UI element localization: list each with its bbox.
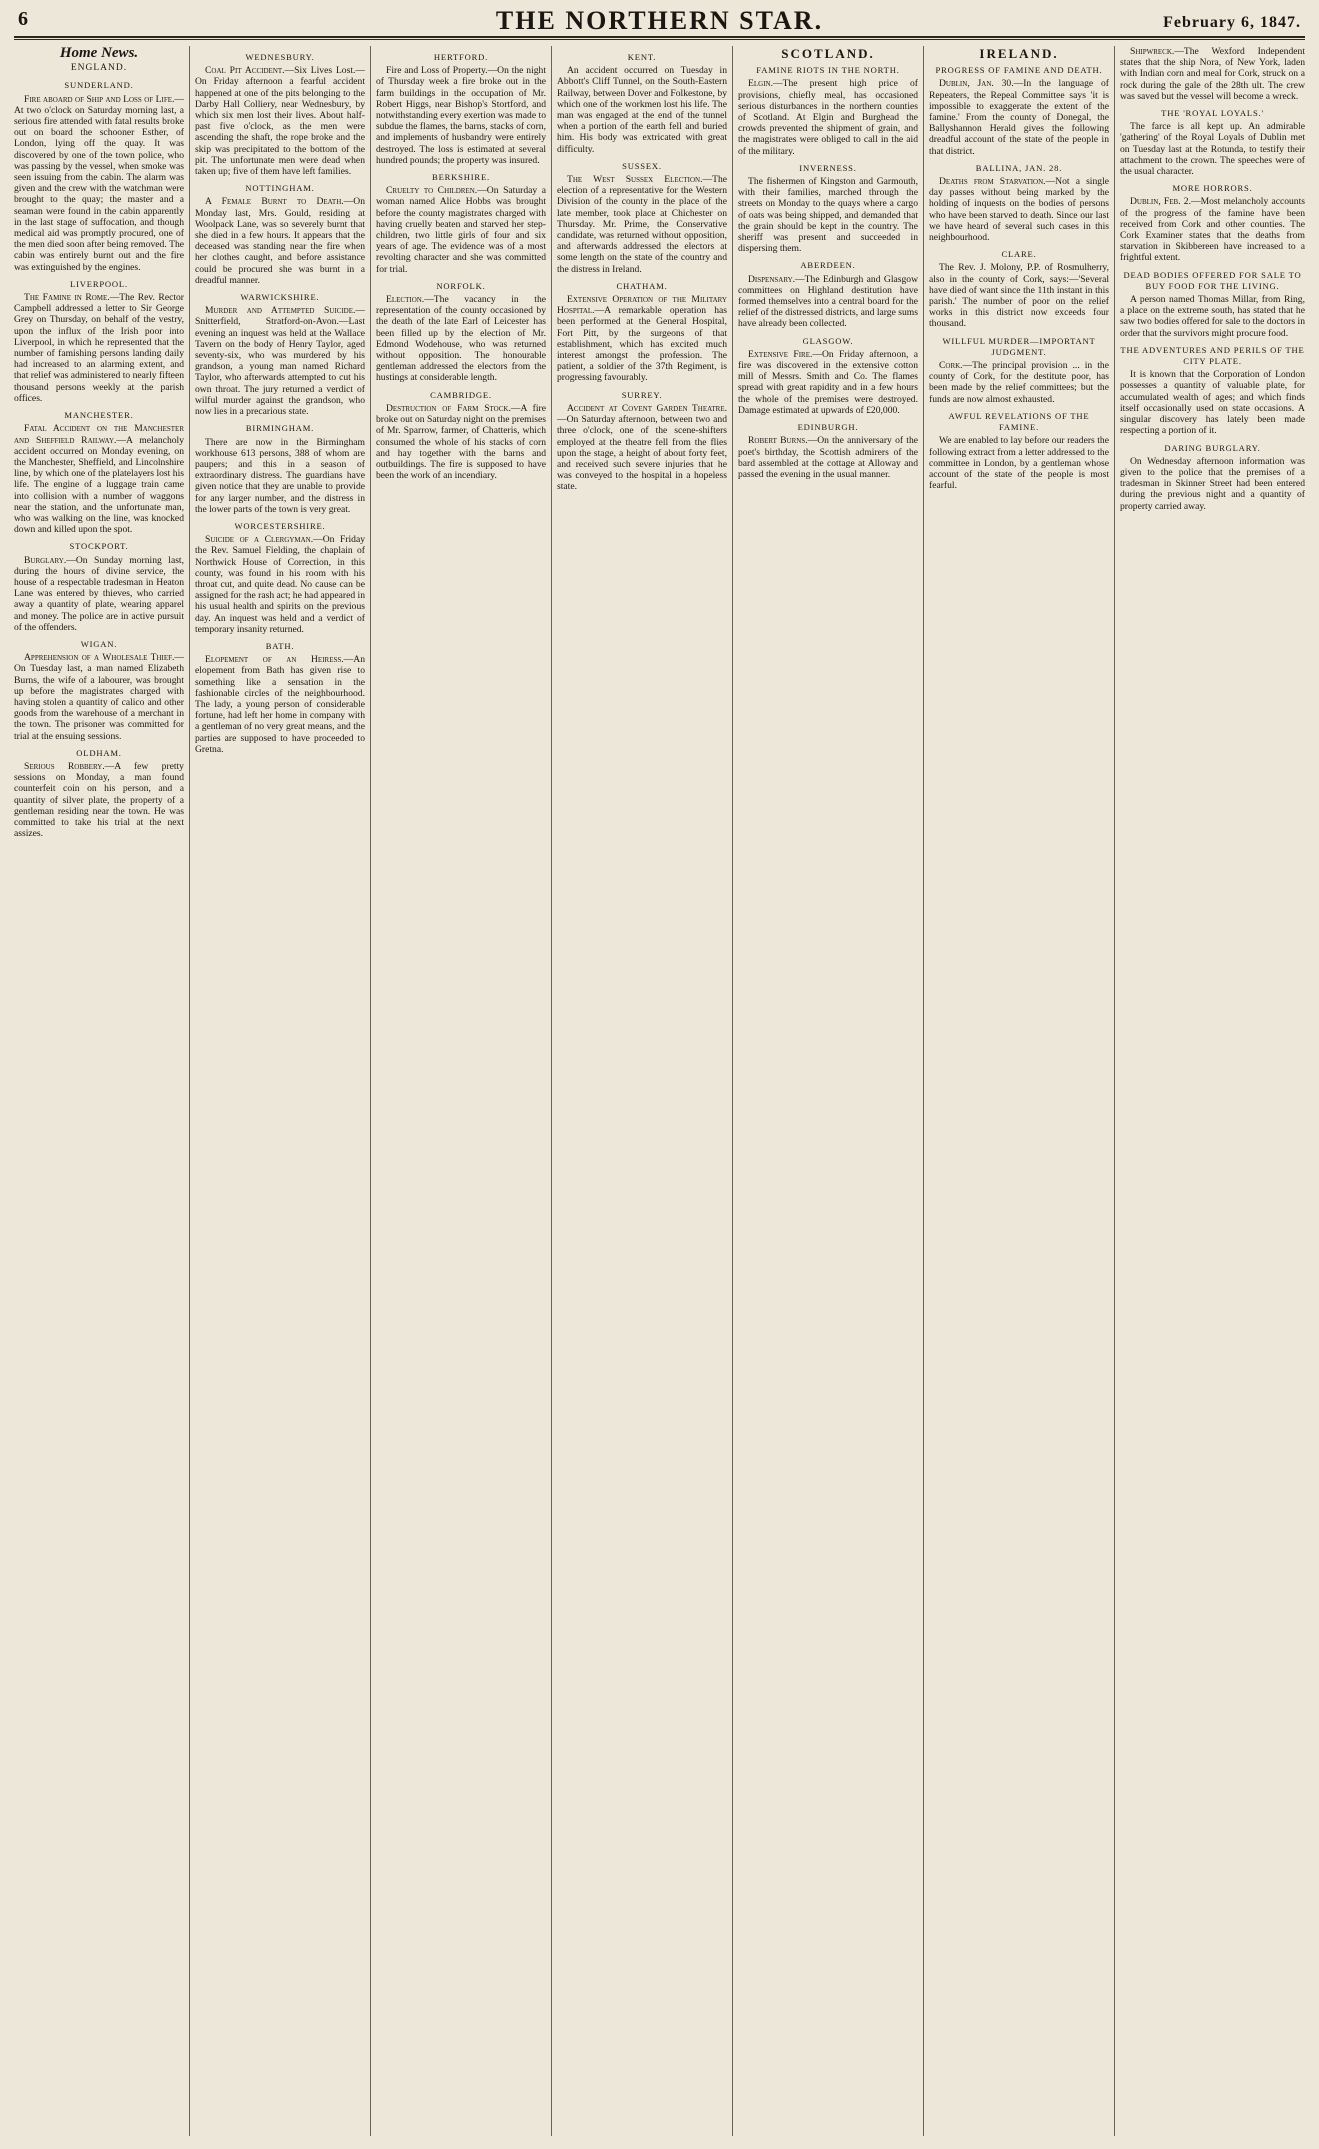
article-text: A few pretty sessions on Monday, a man found counterfeit coin on his person, and a quantity of silver plate, the property of a gentleman residing near the town. He was committed to take his trial at the next assizes.: [14, 760, 184, 840]
section-title-scotland: SCOTLAND.: [781, 46, 875, 61]
article-heading: WARWICKSHIRE.: [240, 292, 320, 303]
article-lead: Apprehension of a Wholesale Thief.—: [24, 652, 184, 664]
article-heading: INVERNESS.: [799, 162, 857, 173]
article-body: [738, 349, 918, 416]
article-text: An elopement from Bath has given rise to something like a sensation in the fashionable circles of the neighbourhood. The lady, a young person of considerable fortune, had left her home in company with a gentleman of no very great means, and the parties are supposed to have proceeded to Gretna.: [195, 654, 365, 755]
paper-title: THE NORTHERN STAR.: [495, 6, 824, 35]
article-text: Snitterfield, Stratford-on-Avon.—Last evening an inquest was held at the Wallace Tavern on the body of Henry Taylor, aged seventy-six, who was murdered by his grandson, a young man named Richard Taylor, who afterwards attempted to cut his own throat. The jury returned a verdict of wilful murder against the grandson, who now lies in a precarious state.: [195, 316, 365, 418]
article-heading: BALLINA, JAN. 28.: [975, 162, 1063, 173]
article-body: [195, 534, 365, 635]
article-heading: SUSSEX.: [622, 160, 662, 171]
article-lead: Burglary.—: [24, 554, 76, 566]
article-lead: Elgin.—: [748, 78, 783, 90]
article-lead: Dispensary.—: [748, 273, 805, 285]
article-text: The vacancy in the representation of the county occasioned by the death of the late Earl of Leicester has been filled up by the election of Mr. Edmond Wodehouse, who was returned without opposition. The honourable gentleman addressed the electors from the hustings at considerable length.: [376, 294, 546, 384]
column-1: [14, 46, 184, 2136]
article-text: On Saturday a woman named Alice Hobbs was brought before the county magistrates charged with having cruelly beaten and starved her step-children, two little girls of four and six years of age. The evidence was of a most revolting character and she was committed for trial.: [376, 185, 546, 275]
article-lead: Extensive Fire.—: [748, 348, 822, 360]
article-text: The farce is all kept up. An admirable 'gathering' of the Royal Loyals of Dublin met on Tuesday last at the Rotunda, to testify their attachment to the crown. The speeches were of the usual character.: [1120, 121, 1305, 178]
article-text: The present high price of provisions, chiefly meal, has occasioned serious disturbances in the northern counties of Scotland. At Elgin and Burghead the crowds prevented the shipment of grain, and the magistrates were obliged to call in the aid of the military.: [738, 78, 918, 157]
article-text: The Wexford Independent states that the ship Nora, of New York, laden with Indian corn and meal for Cork, struck on a rock during the gale of the 28th ult. The crew was saved but the vessel will become a wreck.: [1120, 46, 1305, 102]
article-heading: OLDHAM.: [76, 747, 122, 758]
column-3: [376, 46, 546, 2136]
article-body: [195, 65, 365, 177]
article-text: The Rev. J. Molony, P.P. of Rosmulherry, also in the county of Cork, says:—'Several have died of want since the 11th instant in this parish.' The number of poor on the relief works in this district now exceeds four thousand.: [929, 262, 1109, 330]
article-heading: ABERDEEN.: [800, 260, 856, 271]
article-heading: BATH.: [265, 640, 295, 651]
article-body: [14, 423, 184, 535]
article-body: [557, 403, 727, 493]
article-text: The fishermen of Kingston and Garmouth, with their families, marched through the streets on Monday to the quays where a cargo of oats was being shipped, and demanded that the grain should be kept in the country. The sheriff was present and succeeded in dispersing them.: [738, 176, 918, 255]
article-body: [195, 437, 365, 515]
article-lead: Deaths from Starvation.—: [939, 176, 1056, 188]
article-text: On Friday afternoon, a fire was discovered in the extensive cotton mill of Messrs. Smith and Co. The flames spread with great rapidity and in a few hours the whole of the premises were destroyed. Damage estimated at upwards of £20,000.: [738, 348, 918, 416]
article-text: On Wednesday afternoon information was given to the police that the premises of a tradesman in Skinner Street had been entered during the previous night and a quantity of property carried away.: [1120, 455, 1305, 512]
article-heading: WILLFUL MURDER—IMPORTANT JUDGMENT.: [942, 335, 1096, 357]
column-rule: [732, 46, 733, 2136]
article-body: [738, 78, 918, 156]
article-heading: CHATHAM.: [616, 280, 668, 291]
article-heading: WIGAN.: [80, 638, 118, 649]
article-lead: Dublin, Jan. 30.—: [939, 78, 1024, 90]
column-1-articles: [14, 80, 184, 839]
article-body: [929, 176, 1109, 243]
article-body: [929, 435, 1109, 491]
article-lead: Election.—: [386, 294, 434, 306]
article-lead: Suicide of a Clergyman.—: [205, 534, 323, 546]
article-heading: LIVERPOOL.: [70, 278, 128, 289]
article-body: [1120, 369, 1305, 436]
article-heading: SUNDERLAND.: [64, 80, 134, 91]
page-number: 6: [18, 8, 28, 30]
article-body: [557, 65, 727, 155]
article-text: The principal provision ... in the county of Cork, for the destitute poor, has been made by the relief committees; but the funds are now almost exhausted.: [929, 360, 1109, 405]
article-body: [1120, 294, 1305, 339]
column-rule: [923, 46, 924, 2136]
article-text: At two o'clock on Saturday morning last, a serious fire attended with fatal results broke out on board the schooner Esther, of London, lying off the quay. It was discovered by one of the town police, who was passing by the vessel, when smoke was seen issuing from the cabin. The alarm was given and the crew with the watchman were brought to the quay; the master and a seaman were found in the cabin apparently in the last stage of suffocation, and though medical aid was promptly procured, one of the men died soon after being removed. The cabin was entirely burnt out and the fire was extinguished by the engines.: [14, 104, 184, 273]
region-heading: ENGLAND.: [70, 63, 128, 74]
article-heading: WORCESTERSHIRE.: [234, 520, 326, 531]
article-body: [14, 555, 184, 633]
article-lead: Robert Burns.—: [748, 435, 818, 447]
article-heading: FAMINE RIOTS IN THE NORTH.: [756, 65, 900, 76]
article-heading: EDINBURGH.: [797, 422, 859, 433]
article-text: An accident occurred on Tuesday in Abbott's Cliff Tunnel, on the South-Eastern Railway, between Dover and Folkestone, by which one of the workmen lost his life. The man was engaged at the end of the tunnel when a portion of the earth fell and buried him. His body was extricated with great difficulty.: [557, 65, 727, 155]
article-text: Six Lives Lost.—On Friday afternoon a fearful accident happened at one of the pits belonging to the Darby Hall Colliery, near Wednesbury, by which six men lost their lives. About half-past five o'clock, as the men were ascending the shaft, the rope broke and the skip was precipitated to the bottom of the pit. The unfortunate men were dead when taken up; five of them have left families.: [195, 65, 365, 178]
article-text: On Friday the Rev. Samuel Fielding, the chaplain of Northwick House of Correction, in this county, was found in his room with his throat cut, and quite dead. No cause can be assigned for the rash act; he had appeared in his usual health and spirits on the previous day. An inquest was held and a verdict of temporary insanity returned.: [195, 534, 365, 635]
article-text: The Edinburgh and Glasgow committees on Highland destitution have formed themselves into a central board for the relief of the distressed districts, and large sums have already been collected.: [738, 273, 918, 330]
article-text: A fire broke out on Saturday night on the premises of Mr. Sparrow, farmer, of Chatteris, which consumed the whole of his stacks of corn and hay together with the barns and outbuildings. The fire is supposed to have been the work of an incendiary.: [376, 402, 546, 482]
column-rule: [1114, 46, 1115, 2136]
column-5-articles: [738, 65, 918, 480]
column-7: [1120, 46, 1305, 2136]
article-heading: DEAD BODIES OFFERED FOR SALE TO BUY FOOD FOR THE LIVING.: [1123, 269, 1302, 291]
article-body: [195, 305, 365, 417]
article-lead: Destruction of Farm Stock.—: [386, 402, 521, 414]
article-heading: WEDNESBURY.: [245, 52, 315, 62]
article-heading: STOCKPORT.: [69, 541, 129, 552]
article-body: [929, 78, 1109, 156]
article-heading: MANCHESTER.: [64, 410, 134, 421]
article-text: A remarkable operation has been performed at the General Hospital, Fort Pitt, by the surgeons of that establishment, which has excited much interest amongst the profession. The patient, a soldier of the 37th Regiment, is progressing favourably.: [557, 305, 727, 384]
article-lead: The Famine in Rome.—: [24, 292, 120, 304]
article-body: [376, 185, 546, 275]
article-text: On Saturday afternoon, between two and three o'clock, one of the scene-shifters employed at the theatre fell from the flies upon the stage, a height of about forty feet, and received such severe injuries that he was conveyed to the hospital in a hopeless state.: [557, 414, 727, 493]
column-3-articles: [376, 52, 546, 481]
article-body: [1120, 121, 1305, 177]
article-text: The election of a representative for the Western Division of the county in the place of the late member, took place at Chichester on Thursday. Mr. Prime, the Conservative candidate, was returned without opposition, and afterwards addressed the electors at some length on the state of the country and the distress in Ireland.: [557, 174, 727, 275]
section-title-ireland: IRELAND.: [979, 46, 1059, 61]
article-lead: Elopement of an Heiress.—: [205, 654, 354, 666]
article-body: [376, 294, 546, 384]
article-text: The Rev. Rector Campbell addressed a letter to Sir George Grey on Thursday, on behalf of the vestry, upon the influx of the Irish poor into Liverpool, in which he represented that the number of famishing persons landing daily had increased to an alarming extent, and that relief was administered to nearly fifteen thousand persons weekly at the parish offices.: [14, 292, 184, 404]
issue-date: February 6, 1847.: [1163, 14, 1301, 31]
article-heading: NOTTINGHAM.: [245, 183, 315, 194]
article-lead: Dublin, Feb. 2.—: [1130, 196, 1201, 208]
column-4-articles: [557, 52, 727, 493]
article-heading: THE ADVENTURES AND PERILS OF THE CITY PLATE.: [1120, 344, 1305, 367]
article-body: [738, 435, 918, 480]
article-body: [376, 65, 546, 166]
article-heading: PROGRESS OF FAMINE AND DEATH.: [935, 65, 1103, 76]
article-body: [929, 262, 1109, 329]
article-heading: CLARE.: [1001, 249, 1037, 260]
article-heading: DARING BURGLARY.: [1164, 442, 1261, 453]
article-text: On Sunday morning last, during the hours of divine service, the house of a respectable tradesman in Heaton Lane was entered by thieves, who carried away a quantity of plate, wearing apparel and money. The police are in active pursuit of the offenders.: [14, 554, 184, 633]
article-text: Most melancholy accounts of the progress of the famine have been received from Cork and other counties. The Cork Examiner states that the deaths from starvation in Skibbereen have increased to a frightful extent.: [1120, 196, 1305, 264]
article-lead: Cruelty to Children.—: [386, 185, 487, 197]
article-lead: Murder and Attempted Suicide.—: [205, 305, 365, 317]
article-body: [738, 274, 918, 330]
article-heading: GLASGOW.: [802, 335, 854, 346]
article-lead: Shipwreck.—: [1130, 46, 1184, 57]
article-heading: BERKSHIRE.: [432, 172, 490, 183]
column-7-articles: [1120, 46, 1305, 512]
article-lead: Fire aboard of Ship and Loss of Life.—: [24, 93, 184, 105]
article-heading: MORE HORRORS.: [1172, 183, 1253, 194]
column-rule: [551, 46, 552, 2136]
article-body: [14, 761, 184, 839]
article-body: [738, 176, 918, 254]
article-body: [557, 294, 727, 384]
column-4: [557, 46, 727, 2136]
article-body: [14, 652, 184, 742]
column-5: [738, 46, 918, 2136]
article-text: On Tuesday last, a man named Elizabeth Burns, the wife of a labourer, was brought up before the magistrates charged with having stolen a quantity of calico and other goods from the warehouse of a merchant in the town. The prisoner was committed for trial at the ensuing sessions.: [14, 663, 184, 742]
article-body: [195, 196, 365, 286]
article-lead: A Female Burnt to Death.—: [205, 196, 354, 208]
column-6: [929, 46, 1109, 2136]
article-text: On the anniversary of the poet's birthday, the Scottish admirers of the bard assembled at the cottage at Alloway and passed the evening in the usual manner.: [738, 435, 918, 480]
article-text: We are enabled to lay before our readers the following extract from a letter addressed to the committee in London, by a gentleman whose account of the state of the people is most fearful.: [929, 435, 1109, 492]
article-lead: Accident at Covent Garden Theatre.—: [557, 402, 727, 426]
article-heading: BIRMINGHAM.: [245, 423, 315, 434]
article-body: [14, 292, 184, 404]
article-body: [1120, 456, 1305, 512]
masthead-rule: [14, 39, 1305, 40]
article-heading: NORFOLK.: [436, 280, 486, 291]
article-body: [557, 174, 727, 275]
article-lead: Fatal Accident on the Manchester and Sheffield Railway.—: [14, 423, 184, 446]
article-text: Not a single day passes without being marked by the holding of inquests on the bodies of persons who have been starved to death. Since our last we have heard of several such cases in this neighbourhood.: [929, 176, 1109, 244]
article-heading: KENT.: [627, 52, 657, 62]
article-lead: Serious Robbery.—: [24, 760, 115, 772]
masthead: [14, 6, 1305, 38]
article-heading: CAMBRIDGE.: [430, 389, 492, 400]
article-lead: The West Sussex Election.—: [567, 174, 713, 186]
article-body: [376, 403, 546, 481]
column-rule: [370, 46, 371, 2136]
article-lead: Extensive Operation of the Military Hospital.—: [557, 294, 727, 317]
article-text: A melancholy accident occurred on Monday evening, on the Manchester, Sheffield, and Lincolnshire line, by which one of the platelayers lost his life. The engine of a luggage train came into collision with a number of waggons near the station, and the unfortunate man, who was walking on the line, was knocked down and killed upon the spot.: [14, 434, 184, 536]
article-body: [1120, 46, 1305, 102]
article-lead: Coal Pit Accident.—: [205, 65, 295, 77]
section-title-home-news: Home News.: [59, 46, 139, 61]
article-heading: AWFUL REVELATIONS OF THE FAMINE.: [948, 410, 1090, 433]
article-text: On Monday last, Mrs. Gould, residing at Woolpack Lane, was so severely burnt that she died in a few hours. It appears that the deceased was standing near the fire when her clothes caught, and before assistance could be procured she was burnt in a dreadful manner.: [195, 196, 365, 286]
article-body: [1120, 196, 1305, 263]
article-text: A person named Thomas Millar, from Ring, a place on the extreme south, has stated that he saw two bodies offered for sale to the doctors in order that the survivors might procure food.: [1120, 294, 1305, 339]
column-2: [195, 46, 365, 2136]
column-6-articles: [929, 65, 1109, 491]
article-body: [14, 94, 184, 273]
article-lead: Cork.—: [939, 360, 973, 372]
article-heading: THE 'ROYAL LOYALS.': [1161, 108, 1264, 119]
article-body: [929, 360, 1109, 405]
article-text: It is known that the Corporation of London possesses a quantity of valuable plate, for accumulated wealth of ages; and which finds itself occasionally used on state occasions. A singular discovery has lately been made respecting a portion of it.: [1120, 369, 1305, 437]
column-2-articles: [195, 52, 365, 755]
article-text: Fire and Loss of Property.—On the night of Thursday week a fire broke out in the farm buildings in the occupation of Mr. Robert Higgs, near Bishop's Stortford, and notwithstanding every exertion was made to subdue the flames, the barns, stacks of corn, and implements of husbandry were entirely destroyed. The loss is estimated at several hundred pounds; the property was insured.: [376, 65, 546, 166]
column-rule: [189, 46, 190, 2136]
article-heading: HERTFORD.: [433, 52, 489, 62]
article-body: [195, 654, 365, 755]
article-text: In the language of Repeaters, the Repeal Committee says 'it is impossible to exaggerate the extent of the famine.' From the county of Donegal, the Ballyshannon Herald gives the following dreadful account of the state of the people in that district.: [929, 78, 1109, 157]
article-text: There are now in the Birmingham workhouse 613 persons, 388 of whom are paupers; and this in a season of extraordinary distress. The guardians have given notice that they are unable to provide for any larger number, and the distress in the lower parts of the town is very great.: [195, 436, 365, 515]
article-heading: SURREY.: [621, 389, 663, 400]
